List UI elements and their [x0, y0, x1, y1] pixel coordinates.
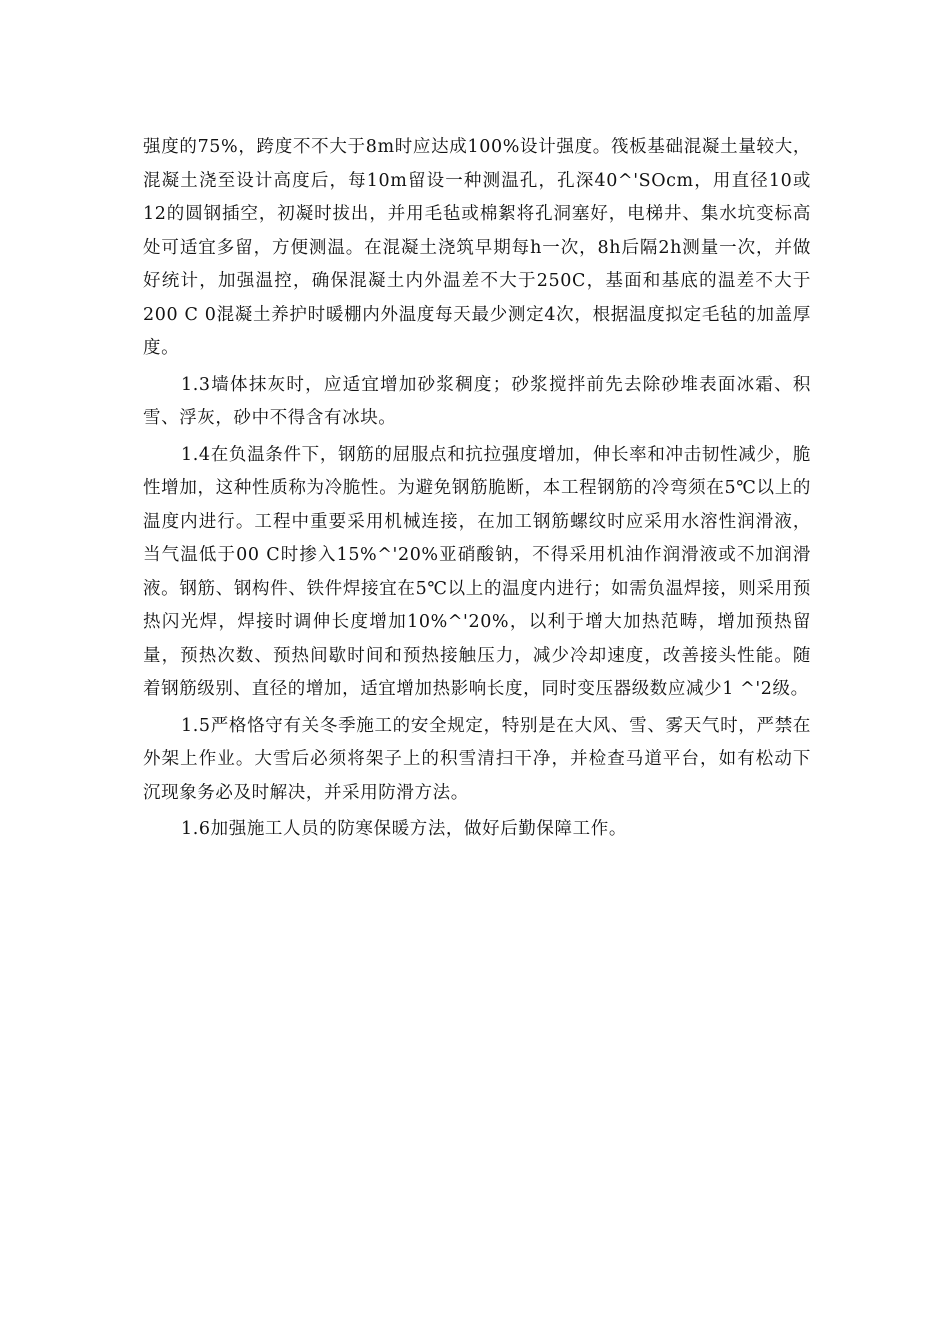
paragraph-1-6-worker-warmth: 1.6加强施工人员的防寒保暖方法，做好后勤保障工作。: [181, 819, 627, 839]
paragraph-concrete-temperature: 强度的75%，跨度不不大于8m时应达成100%设计强度。筏板基础混凝土量较大，混凝土浇至设计高度后，每10m留设一种测温孔，孔深40^'SOcm，用直径10或12的圆钢插空，初凝时拔出，并用毛毡或棉絮将孔洞塞好，电梯井、集水坑变标高处可适宜多留，方便测温。在混凝土浇筑早期每h一次，8h后隔2h测量一次，并做好统计，加强温控，确保混凝土内外温差不大于250C，基面和基底的温差不大于200 C 0混凝土养护时暖棚内外温度每天最少测定4次，根据温度拟定毛毡的加盖厚度。: [143, 137, 811, 358]
document-body: [143, 131, 811, 850]
paragraph-1-5-safety: 1.5严格恪守有关冬季施工的安全规定，特别是在大风、雪、雾天气时，严禁在外架上作业。大雪后必须将架子上的积雪清扫干净，并检查马道平台，如有松动下沉现象务必及时解决，并采用防滑方法。: [143, 715, 811, 803]
paragraph-1-3-plastering: 1.3墙体抹灰时，应适宜增加砂浆稠度；砂浆搅拌前先去除砂堆表面冰霜、积雪、浮灰，砂中不得含有冰块。: [143, 374, 811, 428]
paragraph-1-4-rebar: 1.4在负温条件下，钢筋的屈服点和抗拉强度增加，伸长率和冲击韧性减少，脆性增加，这种性质称为冷脆性。为避免钢筋脆断，本工程钢筋的冷弯须在5℃以上的温度内进行。工程中重要采用机械连接，在加工钢筋螺纹时应采用水溶性润滑液，当气温低于00 C时掺入15%^'20%亚硝酸钠，不得采用机油作润滑液或不加润滑液。钢筋、钢构件、铁件焊接宜在5℃以上的温度内进行；如需负温焊接，则采用预热闪光焊，焊接时调伸长度增加10%^'20%，以利于增大加热范畴，增加预热留量，预热次数、预热间歇时间和预热接触压力，减少冷却速度，改善接头性能。随着钢筋级别、直径的增加，适宜增加热影响长度，同时变压器级数应减少1 ^'2级。: [143, 444, 811, 699]
